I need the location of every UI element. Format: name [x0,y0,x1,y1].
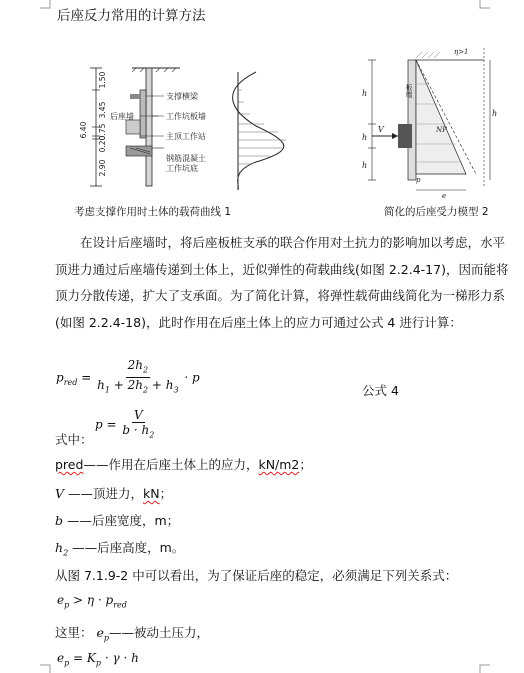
label-NP: NP [436,126,447,134]
page-corner-mark [40,0,52,12]
label-pit-wall: 工作坑板墙 [166,112,206,121]
formula-p: p = $\frac{V}{b \cdot h_2}$ [95,408,155,440]
section-title: 后座反力常用的计算方法 [57,8,206,24]
def-V: V ——顶进力，kN； [55,486,173,501]
where-label: 式中： [55,432,93,447]
page-corner-mark [478,0,490,12]
dim-0-20: 0.20 [98,135,107,153]
dim-2-90: 2.90 [98,159,107,177]
figure-2-force-model [358,44,498,200]
def-h2: $h_2$ ——后座高度，m。 [55,540,185,558]
label-jack-station: 主顶工作站 [166,132,206,141]
label-concrete-2: 工作坑底 [166,164,198,173]
label-h1: h [362,89,368,98]
stability-condition: $e_p > \eta \cdot p_{red}$ [57,593,127,610]
stability-text: 从图 7.1.9-2 中可以看出，为了保证后座的稳定，必须满足下列关系式： [55,568,458,583]
label-h3: h [362,161,368,170]
label-V: V [378,125,384,134]
formula-pred: p [56,370,64,385]
body-paragraph: 在设计后座墙时，将后座板桩支承的联合作用对土抗力的影响加以考虑，水平顶进力通过后座墙传递到土体上，近似弹性的荷载曲线(如图 2.2.4-17)，因而能将顶力分散传递，扩大了支承面。为了简化计算，将弹性载荷曲线简化为一梯形力系(如图 2.2.4-18)，此时作用在后座土体上的应力可通过公式 4 进行计算： [55,235,509,330]
label-back-wall: 后座墙 [110,112,134,121]
final-equation: $e_p = K_p \cdot \gamma \cdot h$ [57,651,139,668]
label-concrete-1: 钢筋混凝土 [166,154,206,163]
formula-4: $p_{red}$ = $\frac{2h_2}{h_1 + 2h_2 + h_3}$ · p [56,358,200,395]
figure-1-load-curve [70,50,350,200]
label-pred: p [416,176,421,184]
dim-0-75: 0.75 [98,123,107,141]
dim-6-40: 6.40 [79,121,88,139]
formula-4-label: 公式 4 [362,383,399,398]
label-h: h [492,109,498,118]
def-pred: pred——作用在后座土体上的应力，kN/m2； [55,457,312,472]
label-ep: e [442,192,447,200]
label-slab: 板墙 [405,84,413,98]
figure-1-caption: 考虑支撑作用时土体的载荷曲线 1 [74,206,232,218]
page-corner-mark [40,661,52,673]
def-b: b ——后座宽度，m； [55,513,180,528]
label-support-beam: 支撑横梁 [166,92,198,101]
label-eta: η>1 [454,48,469,56]
figure-2-caption: 简化的后座受力模型 2 [384,206,489,218]
dim-3-45: 3.45 [98,101,107,119]
dim-1-50: 1.50 [98,71,107,89]
label-h2: h [362,133,368,142]
here-line: 这里： $e_p——$被动土压力， [55,625,210,643]
page-corner-mark [478,661,490,673]
